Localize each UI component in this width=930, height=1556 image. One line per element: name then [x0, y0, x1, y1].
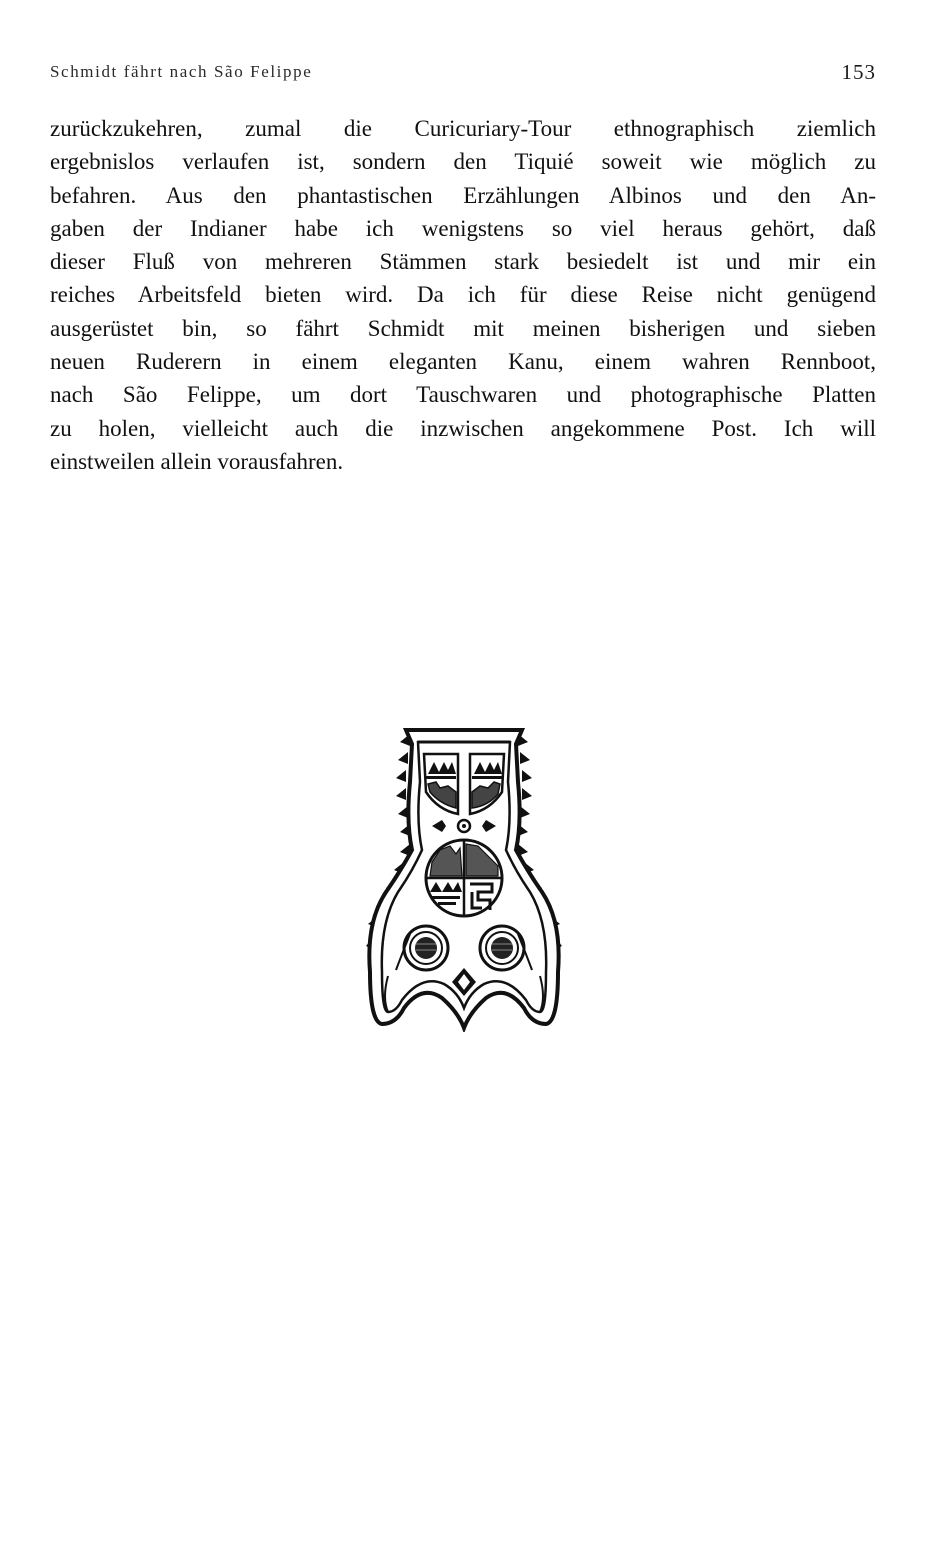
body-paragraph	[50, 112, 876, 478]
text-line: einstweilen allein vorausfahren.	[50, 448, 344, 474]
running-head	[50, 62, 876, 88]
text-line: ergebnislos verlaufen ist, sondern den Tiquié soweit wie möglich zu	[50, 149, 876, 175]
ornamented-pendant-icon	[366, 722, 562, 1032]
text-line: dieser Fluß von mehreren Stämmen stark besiedelt ist und mir ein	[50, 249, 876, 275]
text-line: befahren. Aus den phantastischen Erzählungen Albinos und den An-	[50, 182, 876, 208]
text-line: gaben der Indianer habe ich wenigstens so viel heraus gehört, daß	[50, 215, 876, 241]
text-line: neuen Ruderern in einem eleganten Kanu, einem wahren Rennboot,	[50, 349, 876, 375]
text-line: zu holen, vielleicht auch die inzwischen angekommene Post. Ich will	[50, 415, 876, 441]
text-line: ausgerüstet bin, so fährt Schmidt mit meinen bisherigen und sieben	[50, 315, 876, 341]
text-line: zurückzukehren, zumal die Curicuriary-Tour ethnographisch ziemlich	[50, 116, 876, 141]
page-number: 153	[841, 60, 876, 84]
text-line: reiches Arbeitsfeld bieten wird. Da ich für diese Reise nicht genügend	[50, 282, 876, 308]
running-title: Schmidt fährt nach São Felippe	[50, 62, 313, 81]
text-line: nach São Felippe, um dort Tauschwaren und photographische Platten	[50, 382, 876, 408]
